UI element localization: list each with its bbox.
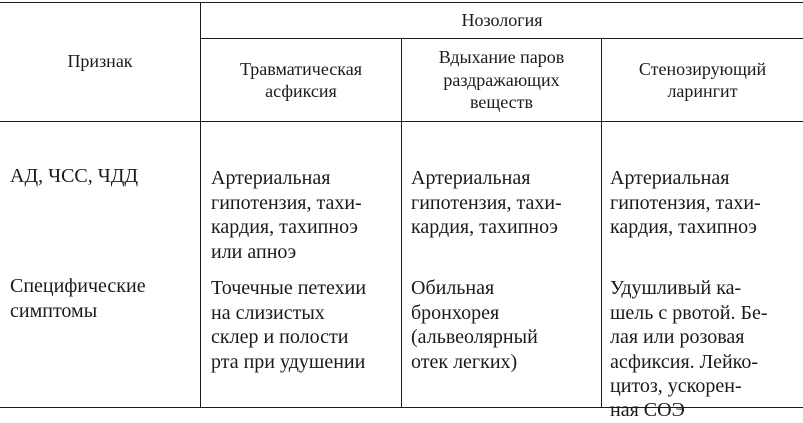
header-column-2-label: Вдыхание паров раздражающих веществ [438, 47, 565, 113]
header-column-1-label: Травматическая асфиксия [239, 58, 362, 101]
row-2-cell-1-text: Точечные петехии на слизистых склер и полости рта при удушении [211, 277, 367, 373]
row-1-cell-2-text: Артериальная гипотензия, тахи- кардия, тахипноэ [411, 167, 562, 239]
row-2-feature [10, 250, 198, 323]
header-feature [0, 2, 200, 121]
row-2-cell-2 [411, 252, 600, 374]
header-feature-label: Признак [67, 51, 133, 72]
row-1-cell-3 [610, 142, 802, 240]
row-2-cell-1 [211, 252, 400, 374]
row-1-cell-2 [411, 142, 600, 240]
header-column-3-label: Стенозирующий ларингит [638, 58, 767, 101]
row-1-cell-1-text: Артериальная гипотензия, тахи- кардия, тахипноэ или апноэ [211, 167, 362, 263]
row-1-feature [10, 140, 198, 189]
row-2-cell-2-text: Обильная бронхорея (альвеолярный отек легких) [411, 277, 538, 373]
row-2-cell-3 [610, 252, 802, 423]
row-1-feature-text: АД, ЧСС, ЧДД [10, 165, 139, 188]
header-nosology [201, 2, 803, 38]
header-column-2 [402, 39, 601, 121]
row-2-feature-text: Специфические симптомы [10, 275, 146, 322]
row-2-cell-3-text: Удушливый ка- шель с рвотой. Бе- лая или розовая асфиксия. Лейко- цитоз, ускорен- ная СОЭ [610, 277, 768, 422]
header-column-3 [602, 39, 803, 121]
header-nosology-label: Нозология [461, 9, 543, 30]
row-1-cell-3-text: Артериальная гипотензия, тахи- кардия, тахипноэ [610, 167, 761, 239]
row-1-cell-1 [211, 142, 400, 264]
header-column-1 [201, 39, 401, 121]
